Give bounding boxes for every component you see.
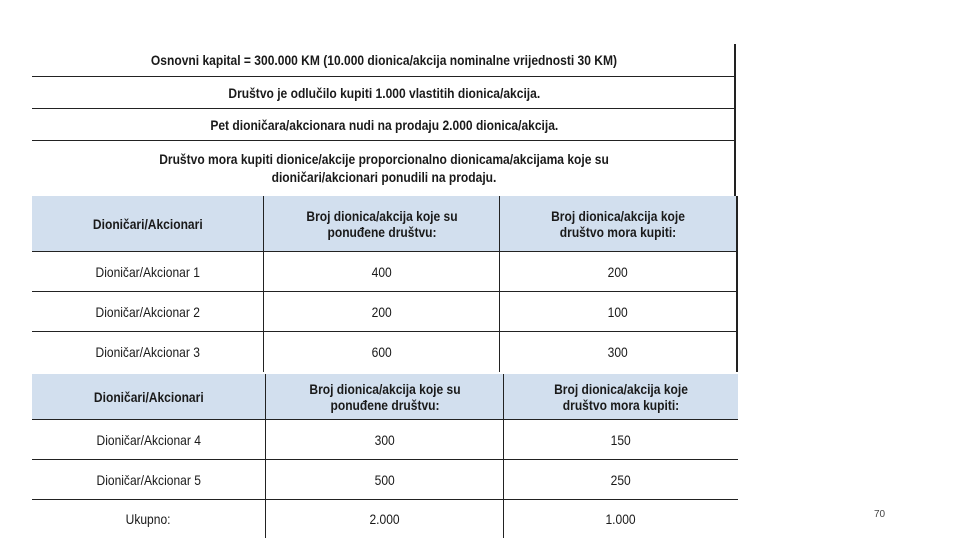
page-number: 70 xyxy=(874,509,886,520)
info-row-proportional xyxy=(32,141,736,195)
table-2 xyxy=(32,374,738,538)
header-shareholders: Dioničari/Akcionari xyxy=(32,196,264,252)
row-to-buy: 300 xyxy=(607,344,629,360)
info-text: Pet dioničara/akcionara nudi na prodaju 2.000 dionica/akcija. xyxy=(210,116,558,133)
row-offered: 300 xyxy=(266,420,504,460)
row-to-buy: 200 xyxy=(500,252,736,292)
info-text: Društvo je odlučilo kupiti 1.000 vlastitih dionica/akcija. xyxy=(228,84,540,101)
row-offered: 600 xyxy=(264,332,500,372)
row-offered: 200 xyxy=(264,292,500,332)
row-name: Dioničar/Akcionar 5 xyxy=(32,460,266,500)
total-label: Ukupno: xyxy=(32,500,266,538)
row-name: Dioničar/Akcionar 2 xyxy=(32,292,264,332)
row-name: Dioničar/Akcionar 3 xyxy=(32,332,264,372)
row-to-buy: 100 xyxy=(500,292,736,332)
header-offered: Broj dionica/akcija koje su ponuđene društvu: xyxy=(266,374,504,420)
total-offered: 2.000 xyxy=(266,500,504,538)
row-offered: 400 xyxy=(264,252,500,292)
info-row-decision xyxy=(32,77,736,109)
info-row-capital xyxy=(32,44,736,77)
table-1 xyxy=(32,196,738,372)
row-name: Dioničar/Akcionar 4 xyxy=(32,420,266,460)
total-to-buy: 1.000 xyxy=(605,511,637,527)
header-to-buy: Broj dionica/akcija koje društvo mora kupiti: xyxy=(504,374,738,420)
row-to-buy: 150 xyxy=(504,420,738,460)
header-to-buy: Broj dionica/akcija koje društvo mora kupiti: xyxy=(500,196,736,252)
header-shareholders: Dioničari/Akcionari xyxy=(32,374,266,420)
info-text: Društvo mora kupiti dionice/akcije proporcionalno dionicama/akcijama koje su dioničari/akcionari ponudili na prodaju. xyxy=(159,151,609,185)
info-text: Osnovni kapital = 300.000 KM (10.000 dionica/akcija nominalne vrijednosti 30 KM) xyxy=(150,52,618,68)
row-to-buy: 250 xyxy=(504,460,738,500)
row-name: Dioničar/Akcionar 1 xyxy=(32,252,264,292)
info-row-offer xyxy=(32,109,736,141)
row-offered: 500 xyxy=(266,460,504,500)
header-offered: Broj dionica/akcija koje su ponuđene društvu: xyxy=(264,196,500,252)
